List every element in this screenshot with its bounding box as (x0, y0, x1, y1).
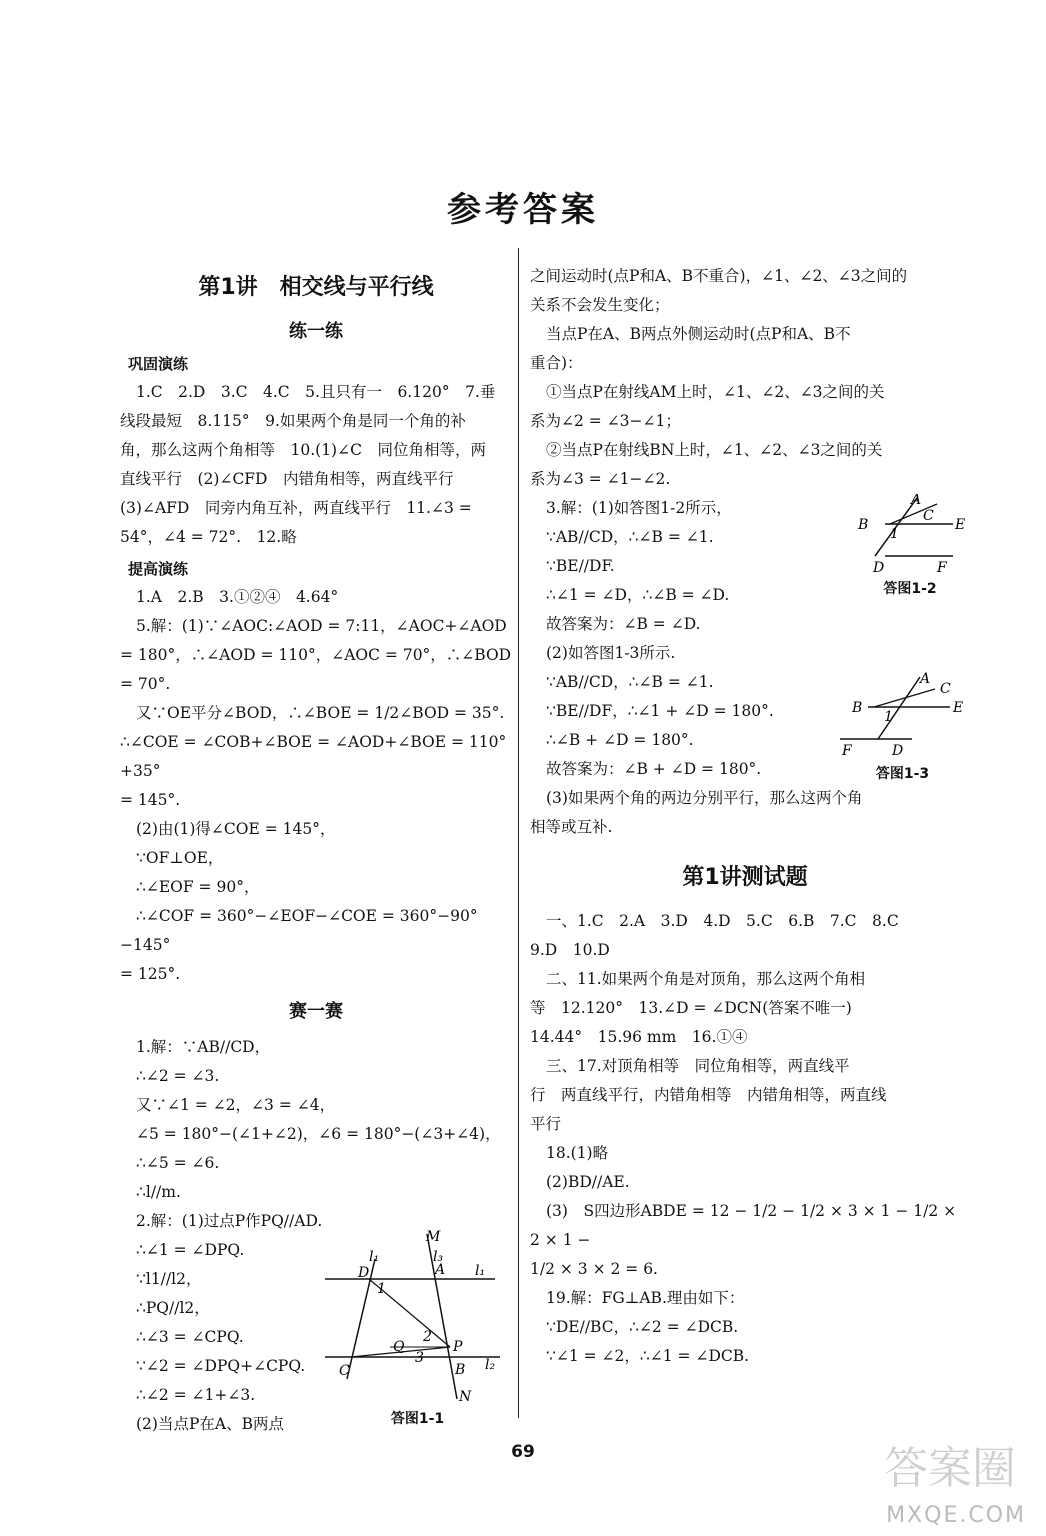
figure-1-1 (325, 1229, 510, 1428)
answer-line: 14.44° 15.96 mm 16.①④ (530, 1028, 748, 1046)
svg-text:l₁: l₁ (369, 1249, 380, 1265)
figure-1-3-diagram (840, 669, 965, 759)
answer-line: 二、11.如果两个角是对顶角，那么这两个角相 (546, 970, 866, 988)
page-title: 参考答案 (447, 190, 599, 230)
answer-line: 关系不会发生变化； (530, 296, 670, 314)
answer-line: ∴∠COF = 360°−∠EOF−∠COE = 360°−90°−145° (120, 907, 478, 954)
svg-text:C: C (940, 681, 951, 697)
right-column (530, 262, 965, 1371)
answer-line: 5.解：(1)∵∠AOC:∠AOD = 7:11，∠AOC+∠AOD (136, 617, 507, 635)
answer-line: ∵AB//CD，∴∠B = ∠1. (546, 673, 714, 691)
answer-line: ∴∠1 = ∠DPQ. (136, 1241, 245, 1259)
answer-line: ∴∠3 = ∠CPQ. (136, 1328, 244, 1346)
svg-text:E: E (953, 700, 964, 716)
svg-text:3: 3 (415, 1350, 424, 1366)
answer-line: (2)当点P在A、B两点 (136, 1415, 284, 1433)
column-divider (518, 248, 519, 1418)
answer-line: 系为∠3 = ∠1−∠2. (530, 470, 671, 488)
svg-text:P: P (453, 1339, 463, 1355)
answer-line: ∴∠COE = ∠COB+∠BOE = ∠AOD+∠BOE = 110°+35° (120, 733, 507, 780)
answer-line: ∴∠EOF = 90°， (136, 878, 260, 896)
answer-line: ∵∠1 = ∠2，∴∠1 = ∠DCB. (546, 1347, 750, 1365)
answer-line: 当点P在A、B两点外侧运动时(点P和A、B不 (546, 325, 851, 343)
svg-text:N: N (459, 1389, 472, 1404)
answer-line: ∴∠2 = ∠3. (136, 1067, 220, 1085)
answer-line: (3)∠AFD 同旁内角互补，两直线平行 11.∠3 = (120, 499, 472, 517)
subsection-competition: 赛一赛 (289, 1001, 343, 1022)
answer-line: 一、1.C 2.A 3.D 4.D 5.C 6.B 7.C 8.C (546, 912, 899, 930)
answer-line: ∵BE//DF. (546, 557, 615, 575)
answer-line: ∴PQ//l2， (136, 1299, 210, 1317)
answer-line: 又∵∠1 = ∠2，∠3 = ∠4， (136, 1096, 336, 1114)
answer-line: 系为∠2 = ∠3−∠1； (530, 412, 681, 430)
svg-text:l₁: l₁ (475, 1263, 486, 1279)
answer-line: (3)如果两个角的两边分别平行，那么这两个角 (546, 789, 863, 807)
answer-line: (2)BD//AE. (546, 1173, 630, 1191)
heading-consolidation: 巩固演练 (128, 355, 189, 373)
watermark: MXQE.COM (886, 1503, 1026, 1528)
svg-text:C: C (923, 508, 934, 524)
svg-text:A: A (920, 671, 931, 687)
svg-text:D: D (358, 1265, 370, 1281)
page-number: 69 (511, 1442, 535, 1462)
watermark-logo: 答案圈 (884, 1443, 1016, 1494)
figure-1-1-caption: 答图1-1 (390, 1411, 445, 1427)
svg-text:l₂: l₂ (485, 1357, 496, 1373)
answer-line: 又∵OE平分∠BOD，∴∠BOE = 1/2∠BOD = 35°. (136, 704, 505, 722)
svg-text:E: E (955, 517, 965, 533)
answer-line: ②当点P在射线BN上时，∠1、∠2、∠3之间的关 (546, 441, 883, 459)
answer-line: 54°，∠4 = 72°. 12.略 (120, 528, 297, 546)
answer-line: 19.解：FG⊥AB.理由如下： (546, 1289, 745, 1307)
answer-line: 1.解：∵AB//CD， (136, 1038, 271, 1056)
answer-line: (3) S四边形ABDE = 12 − 1/2 − 1/2 × 3 × 1 − 1/2 × 2 × 1 − (530, 1202, 957, 1249)
answer-line: 9.D 10.D (530, 941, 610, 959)
figure-1-2 (855, 494, 965, 598)
answer-line: ∵OF⊥OE， (136, 849, 224, 867)
answer-line: ∵∠2 = ∠DPQ+∠CPQ. (136, 1357, 306, 1375)
svg-text:B: B (852, 700, 863, 716)
figure-1-3-caption: 答图1-3 (875, 766, 930, 782)
answer-line: ∵BE//DF，∴∠1 + ∠D = 180°. (546, 702, 774, 720)
answer-line: = 145°. (120, 791, 181, 809)
answer-line: = 180°，∴∠AOD = 110°，∠AOC = 70°，∴∠BOD = 70°. (120, 646, 512, 693)
figure-1-1-diagram (325, 1229, 510, 1404)
figure-1-2-caption: 答图1-2 (883, 581, 937, 597)
subsection-practice: 练一练 (289, 321, 343, 342)
answer-line: 相等或互补. (530, 818, 613, 836)
svg-text:1: 1 (884, 709, 893, 725)
answer-line: ∵l1//l2， (136, 1270, 202, 1288)
answer-line: ∵DE//BC，∴∠2 = ∠DCB. (546, 1318, 739, 1336)
answer-line: 重合)： (530, 354, 583, 372)
svg-text:A: A (435, 1262, 446, 1278)
svg-text:l₃: l₃ (433, 1249, 444, 1265)
answer-line: 角，那么这两个角相等 10.(1)∠C 同位角相等，两 (120, 441, 486, 459)
svg-text:C: C (339, 1363, 350, 1379)
answer-line: ①当点P在射线AM上时，∠1、∠2、∠3之间的关 (546, 383, 885, 401)
answer-line: 故答案为：∠B = ∠D. (546, 615, 701, 633)
answer-line: 行 两直线平行，内错角相等 内错角相等，两直线 (530, 1086, 887, 1104)
answer-line: (2)如答图1-3所示. (546, 644, 676, 662)
answer-line: ∴∠B + ∠D = 180°. (546, 731, 694, 749)
figure-block-1 (120, 1207, 512, 1439)
answer-line: 2.解：(1)过点P作PQ//AD. (136, 1212, 323, 1230)
figure-block-2 (530, 494, 965, 784)
answer-line: 1.A 2.B 3.①②④ 4.64° (136, 588, 339, 606)
answer-line: 3.解：(1)如答图1-2所示， (546, 499, 732, 517)
svg-text:B: B (858, 517, 869, 533)
answer-line: ∠5 = 180°−(∠1+∠2)，∠6 = 180°−(∠3+∠4)， (136, 1125, 501, 1143)
left-column (120, 262, 512, 1439)
answer-line: 线段最短 8.115° 9.如果两个角是同一个角的补 (120, 412, 466, 430)
svg-text:1: 1 (377, 1281, 386, 1297)
answer-line: 直线平行 (2)∠CFD 内错角相等，两直线平行 (120, 470, 454, 488)
answer-line: ∴∠5 = ∠6. (136, 1154, 220, 1172)
svg-text:A: A (911, 494, 922, 508)
answer-line: ∴l//m. (136, 1183, 181, 1201)
svg-text:D: D (873, 560, 885, 574)
answer-line: 18.(1)略 (546, 1144, 609, 1162)
heading-advanced: 提高演练 (128, 560, 189, 578)
svg-text:2: 2 (423, 1329, 432, 1345)
svg-text:F: F (842, 743, 852, 759)
answer-line: ∴∠1 = ∠D，∴∠B = ∠D. (546, 586, 730, 604)
figure-1-2-diagram (855, 494, 965, 574)
svg-text:B: B (455, 1362, 466, 1378)
svg-text:M: M (426, 1229, 441, 1245)
answer-line: 之间运动时(点P和A、B不重合)，∠1、∠2、∠3之间的 (530, 267, 908, 285)
svg-text:1: 1 (890, 526, 899, 542)
answer-line: (2)由(1)得∠COE = 145°， (136, 820, 336, 838)
answer-line: 三、17.对顶角相等 同位角相等，两直线平 (546, 1057, 850, 1075)
answer-line: 1.C 2.D 3.C 4.C 5.且只有一 6.120° 7.垂 (136, 383, 496, 401)
figure-1-3 (840, 669, 965, 783)
section-title-lecture1: 第1讲 相交线与平行线 (198, 275, 434, 300)
answer-line: ∵AB//CD，∴∠B = ∠1. (546, 528, 714, 546)
svg-text:F: F (937, 560, 947, 574)
svg-text:D: D (892, 743, 904, 759)
answer-line: 平行 (530, 1115, 562, 1133)
svg-text:Q: Q (393, 1339, 405, 1355)
answer-line: 1/2 × 3 × 2 = 6. (530, 1260, 658, 1278)
answer-line: 等 12.120° 13.∠D = ∠DCN(答案不唯一) (530, 999, 852, 1017)
answer-line: 故答案为：∠B + ∠D = 180°. (546, 760, 762, 778)
answer-line: = 125°. (120, 965, 181, 983)
section-title-test1: 第1讲测试题 (682, 865, 808, 890)
answer-line: ∴∠2 = ∠1+∠3. (136, 1386, 256, 1404)
